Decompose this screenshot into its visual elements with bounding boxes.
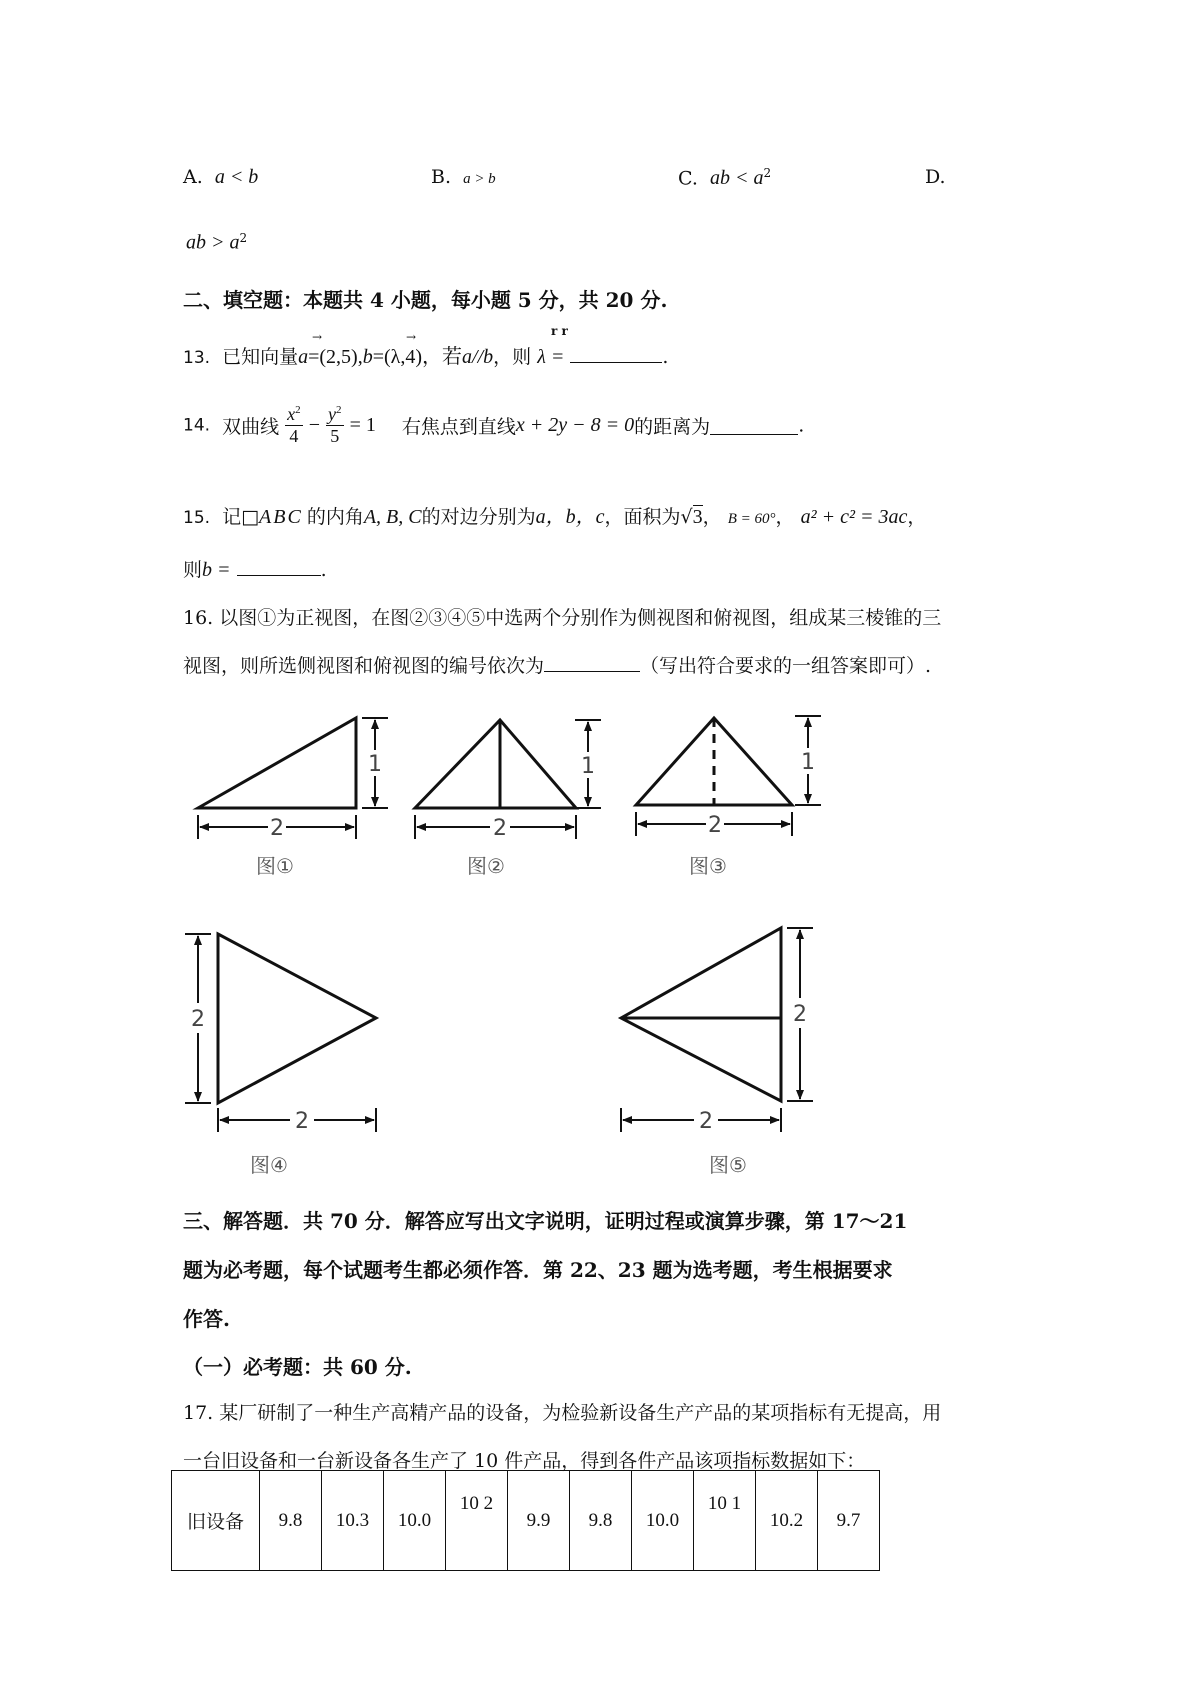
q13-parallel: a//b (462, 346, 494, 368)
fig4-width-label: 2 (295, 1109, 309, 1134)
table-cell: 10 2 (446, 1471, 508, 1571)
table-cell: 10 1 (694, 1471, 756, 1571)
q15-answer-blank (237, 557, 321, 576)
q17-line2: 一台旧设备和一台新设备各生产了 10 件产品，得到各件产品该项指标数据如下： (183, 1450, 866, 1472)
q16-line2a: 视图，则所选侧视图和俯视图的编号依次为 (183, 655, 545, 677)
q13-eq-b: =(λ,4)，若 (372, 346, 463, 368)
option-c-expr: ab < a (709, 167, 764, 190)
q13-arrow-a: → (312, 330, 323, 344)
q15-line2 (183, 555, 327, 582)
fig3-height-label: 1 (801, 750, 815, 775)
fig5-triangle (621, 928, 781, 1101)
q16-line2b: （写出符合要求的一组答案即可）. (640, 655, 932, 677)
table-cell: 9.8 (570, 1471, 632, 1571)
q15-angles: A, B, C (363, 506, 422, 528)
fig5-width-label: 2 (699, 1109, 713, 1134)
section2-heading: 二、填空题：本题共 4 小题，每小题 5 分，共 20 分. (183, 288, 668, 312)
q14-line: x + 2y − 8 = 0 (515, 414, 635, 436)
q14-five: 5 (330, 426, 340, 446)
q15-text7: ， (907, 506, 927, 528)
q13-vec-a: a (298, 346, 309, 368)
fig4-caption: 图④ (250, 1153, 288, 1177)
option-d-expr-line (186, 231, 247, 254)
option-a-expr: a < b (214, 166, 259, 188)
table-cell: 10.0 (632, 1471, 694, 1571)
fig1-caption: 图① (256, 854, 294, 878)
option-d-expr: ab > a (186, 231, 240, 254)
q15-line1 (183, 500, 926, 529)
option-b-label: B. (431, 166, 452, 188)
q15-text5: ， (702, 506, 722, 528)
q15-line2-pre: 则 (183, 559, 203, 581)
q13-end: . (662, 346, 669, 368)
table-cell: 10.2 (756, 1471, 818, 1571)
fig5-height-label: 2 (793, 1002, 807, 1027)
q15-text4: ，面积为 (604, 506, 681, 528)
table-cell: 9.8 (260, 1471, 322, 1571)
table-cell: 9.7 (818, 1471, 880, 1571)
q14-frac-y: $\frac{y^2}{5}$ (328, 404, 342, 446)
q13-answer-blank (570, 344, 662, 363)
q14-y: y (328, 404, 337, 424)
fig1-width-label: 2 (270, 816, 284, 841)
q13-eq-a: =(2,5), (308, 346, 363, 368)
option-c-sup: 2 (763, 166, 772, 180)
option-b (431, 166, 496, 188)
q13-text2: ，则 (493, 346, 532, 368)
q13-num: 13. (183, 348, 211, 368)
table-cell: 10.3 (322, 1471, 384, 1571)
q14 (183, 404, 804, 464)
q15-sides: a，b，c (535, 506, 605, 528)
q15-abc: ABC (259, 506, 303, 528)
option-c-label: C. (678, 167, 698, 190)
q14-text3: 的距离为 (634, 416, 711, 438)
option-b-expr: a > b (463, 171, 496, 187)
q13 (183, 340, 668, 369)
q14-x: x (287, 404, 296, 424)
q15-text3: 的对边分别为 (421, 506, 536, 528)
option-c (678, 166, 771, 190)
section3-line3: 作答. (183, 1307, 230, 1331)
table-header-cell: 旧设备 (172, 1471, 260, 1571)
q16-answer-blank (544, 653, 640, 672)
fig2-triangle (415, 720, 576, 808)
q15-text6: ， (775, 506, 795, 528)
q14-answer-blank (710, 416, 798, 435)
section3-line2: 题为必考题，每个试题考生都必须作答．第 22、23 题为选考题，考生根据要求 (183, 1258, 893, 1282)
q17-line1: 17. 某厂研制了一种生产高精产品的设备，为检验新设备生产产品的某项指标有无提高，用 (183, 1402, 942, 1424)
fig4-height-label: 2 (191, 1007, 205, 1032)
q14-eq1: = 1 (349, 414, 376, 436)
q13-lambda: λ = (537, 346, 565, 368)
q16-line2 (183, 651, 931, 678)
q15-B60: B = 60° (727, 511, 776, 527)
q15-b-eq: b = (202, 559, 231, 581)
q16-line1: 16. 以图①为正视图，在图②③④⑤中选两个分别作为侧视图和俯视图，组成某三棱锥的三 (183, 607, 942, 629)
q14-frac-x: $\frac{x^2}{4}$ (287, 404, 301, 446)
fig3-width-label: 2 (708, 813, 722, 838)
option-d-sup: 2 (239, 231, 248, 245)
q15-num: 15. (183, 508, 211, 528)
q13-r-marks: r r (551, 324, 568, 338)
q15-end: . (320, 559, 327, 581)
q15-sqrt3: 3 (692, 506, 703, 528)
fig4-triangle (218, 934, 376, 1103)
q14-text2: 右焦点到直线 (401, 416, 516, 438)
q14-text1: 双曲线 (222, 416, 280, 438)
fig3-triangle (636, 718, 792, 805)
fig1-height-label: 1 (368, 752, 382, 777)
table-row (172, 1471, 880, 1571)
fig1-triangle (198, 718, 356, 808)
q14-minus: − (308, 414, 320, 436)
option-a (183, 166, 258, 189)
q15-cond: a² + c² = 3ac (800, 506, 908, 528)
table-cell: 9.9 (508, 1471, 570, 1571)
fig5-caption: 图⑤ (709, 1153, 747, 1177)
data-table (171, 1470, 880, 1571)
option-a-label: A. (183, 166, 203, 188)
fig2-width-label: 2 (493, 816, 507, 841)
q14-end: . (798, 414, 805, 437)
sub1-heading: （一）必考题：共 60 分. (183, 1355, 412, 1379)
q14-four: 4 (289, 426, 299, 446)
q13-vec-b: b (362, 346, 373, 368)
table-cell: 10.0 (384, 1471, 446, 1571)
q15-text1: 记□ (222, 506, 260, 528)
q13-arrow-b: → (406, 330, 417, 344)
fig2-height-label: 1 (581, 754, 595, 779)
option-d-label: D. (925, 166, 946, 188)
section3-line1: 三、解答题．共 70 分．解答应写出文字说明，证明过程或演算步骤，第 17～21 (183, 1209, 908, 1233)
q15-sqrt-sign: √ (680, 506, 693, 528)
fig3-caption: 图③ (689, 854, 727, 878)
q14-num: 14. (183, 415, 211, 436)
q13-text1: 已知向量 (222, 346, 299, 368)
q15-text2: 的内角 (306, 506, 364, 528)
fig2-caption: 图② (467, 854, 505, 878)
